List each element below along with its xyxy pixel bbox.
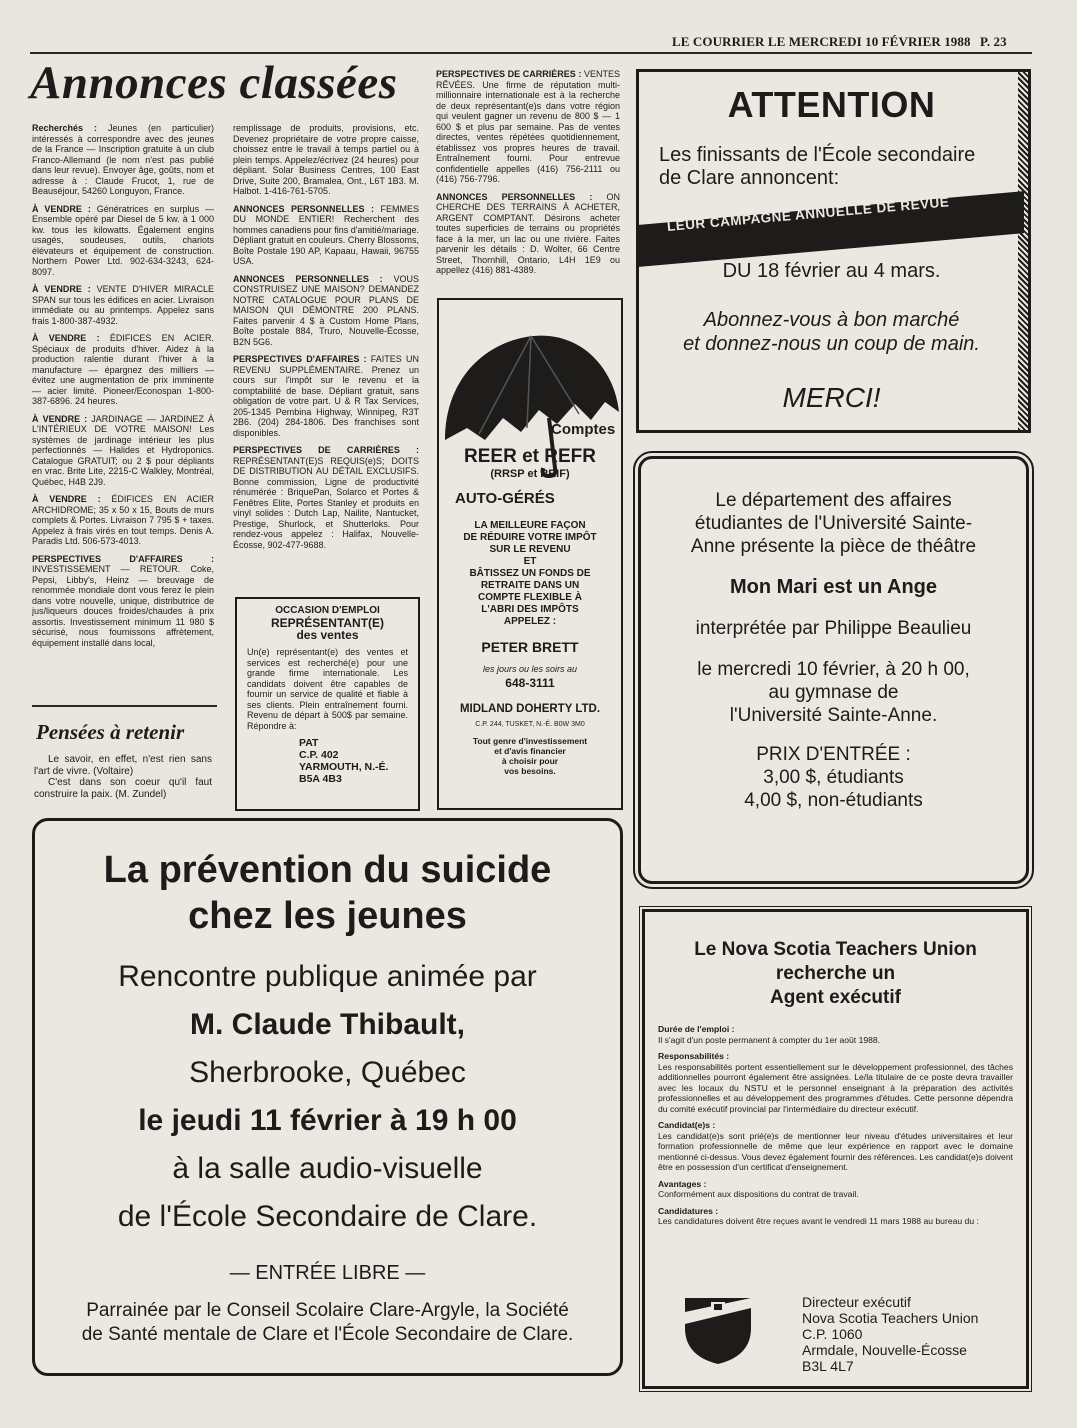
nstu-ad-box — [642, 909, 1029, 1389]
quote: C'est dans son coeur qu'il faut construire la paix. (M. Zundel) — [34, 777, 212, 800]
quote: Le savoir, en effet, n'est rien sans l'art de vivre. (Voltaire) — [34, 754, 212, 777]
header-rule — [30, 52, 1032, 54]
attention-merci: MERCI! — [782, 382, 881, 413]
suicide-content: La prévention du suicide chez les jeunes Rencontre publique animée par M. Claude Thibault, Sherbrooke, Québec le jeudi 11 février à 19 h 00 à la salle audio-visuelle de l'École Secondaire de Clare. — ENTRÉE LIBRE — Parrainée par le Conseil Scolaire Clare-Argyle, la Société de Santé mentale de Clare et l'École Secondaire de Clare. — [35, 821, 620, 1347]
reer-title: REER et REFR (RRSP et RRIF) — [464, 446, 596, 480]
reer-ad-box — [437, 298, 623, 810]
list-item: ANNONCES PERSONNELLES : VOUS CONSTRUISEZ UNE MAISON? DEMANDEZ NOTRE CATALOGUE POUR PLANS DE MAISON QUI DÉMONTRE 200 PLANS. Faites parvenir 4 $ à Custom Home Plans, Boîte postale 884, Truro, Nouvelle-Écosse, B2N 5G6. — [233, 273, 419, 347]
theatre-ad-box — [638, 456, 1029, 884]
page-number: P. 23 — [979, 34, 1007, 49]
attention-title: ATTENTION — [727, 84, 936, 125]
reer-pitch: LA MEILLEURE FAÇON DE RÉDUIRE VOTRE IMPÔT SUR LE REVENU ET BÂTISSEZ UN FONDS DE RETRAITE DANS UN COMPTE FLEXIBLE À L'ABRI DES IMPÔTS APPELEZ : — [463, 520, 597, 627]
speaker-name: M. Claude Thibault, — [190, 1008, 465, 1041]
reer-contact: PETER BRETT les jours ou les soirs au 648-3111 MIDLAND DOHERTY LTD. C.P. 244, TUSKET, N.-É. B0W 3M0 Tout genre d'investissement et d'avis financier à choisir pour vos besoins. — [459, 639, 601, 776]
list-item: À VENDRE : VENTE D'HIVER MIRACLE SPAN sur tous les édifices en acier. Livraison immédiate ou au printemps. Appelez sans frais 1-800-387-4932. — [32, 284, 214, 326]
job-ad-address: PAT C.P. 402 YARMOUTH, N.-É. B5A 4B3 — [299, 737, 389, 785]
nstu-section: Candidat(e)s : Les candidat(e)s sont prié(e)s de mentionner leur niveau d'études universitaires et leur formation professionnelle de même que leur expérience en rapport avec le domaine mentionné ci-dessus. Vous devez également fournir des références. Les candidat(e)s doivent être en possession d'un certificat d'enseignement. — [658, 1120, 1013, 1172]
section-title: Annonces classées — [30, 57, 398, 109]
job-ad-body: Un(e) représentant(e) des ventes et services est recherché(e) pour une grande firme internationale. Les candidats doivent être capables de fournir un service de qualité et fiable à ses clients. Plein entraînement fourni. Revenu de départ à 500$ par semaine. Répondre à: — [247, 647, 408, 731]
list-item: À VENDRE : ÉDIFICES EN ACIER. Spéciaux de produits d'hiver. Aidez à la production ralentie durant l'hiver à la manufacture — épargnez des milliers — évitez une augmentation de prix imminente — acier limité. Pioneer/Econospan 1-800-387-6896. 24 heures. — [32, 333, 214, 406]
classifieds-col2 — [233, 123, 419, 583]
nstu-section: Durée de l'emploi : Il s'agit d'un poste permanent à compter du 1er août 1988. — [658, 1024, 881, 1045]
newspaper-date: LE COURRIER LE MERCREDI 10 FÉVRIER 1988 — [672, 34, 971, 49]
job-ad-box — [235, 597, 420, 811]
attention-banner-text: LEUR CAMPAGNE ANNUELLE DE REVUE — [666, 194, 950, 234]
theatre-content: Le département des affaires étudiantes de l'Université Sainte- Anne présente la pièce de théâtre Mon Mari est un Ange interprétée par Philippe Beaulieu le mercredi 10 février, à 20 h 00, au gymnase de l'Université Sainte-Anne. PRIX D'ENTRÉE : 3,00 $, étudiants 4,00 $, non-étudiants — [641, 459, 1026, 812]
nstu-title: Le Nova Scotia Teachers Union recherche un Agent exécutif — [694, 939, 977, 1008]
pensees-rule — [32, 705, 217, 707]
list-item: ANNONCES PERSONNELLES : FEMMES DU MONDE ENTIER! Recherchent des hommes canadiens pour fins d'amitié/mariage. Dépliant gratuit en couleurs. Cherry Blossoms, Boîte Postale 190 AP, Kapaau, Hawaii, 96755 USA. — [233, 203, 419, 266]
list-item: ANNONCES PERSONNELLES : ON CHERCHE DES TERRAINS À ACHETER, ARGENT COMPTANT. Désirons acheter toutes superficies de terrains ou propriétés face à la mer, un lac ou une rivière. Faites parvenir les détails : D. Wolter, 66 Centre Street, Thornhill, Ontario, L4H 1E9 ou appellez (416) 881-4389. — [436, 191, 620, 275]
nstu-body — [658, 1024, 1013, 1227]
list-item: Recherchés : Jeunes (en particulier) intéressés à correspondre avec des jeunes de la France — Inscription gratuite à un club Franco-Allemand (le nom n'est pas publié dans leur revue). Envoyer âge, goûts, nom et adresse à : Claude Frucot, 1, rue de Beauséjour, 54260 Longuyon, France. — [32, 123, 214, 196]
list-item: remplissage de produits, provisions, etc. Devenez propriétaire de votre propre caisse, choissez entre le travail à temps partiel ou à plein temps. Appelez/écrivez (24 heures) pour dépliant. Solar Business Centres, 100 East Drive, Suite 200, Bramalea, Ont., L6T 1B3. M. Halbot. 1-416-761-5705. — [233, 123, 419, 196]
list-item: PERSPECTIVES D'AFFAIRES : INVESTISSEMENT — RETOUR. Coke, Pepsi, Libby's, Heinz — breuvage de renommée mondiale dont vous ferez le plein dans votre nouvelle, unique, distributrice de jus/liqueurs douces froides/chaudes à prix assortis. Investissement minimum 11 980 $ sécurisé, nous fournissons affrètement, équipement installé dans local, — [32, 553, 214, 648]
classifieds-col3 — [436, 69, 620, 289]
list-item: PERSPECTIVES DE CARRIÈRES : VENTES RÊVÉES. Une firme de réputation multi-millionnaire internationale est à la recherche de deux représentant(e)s dans votre région qui veulent gagner un revenu de 800 $ — 1 600 $ et plus par semaine. Pas de ventes directes, ventes répétées quotidiennement, établissez vos propres heures de travail. Entraînement fourni. Pour entrevue confidentielle appelles (416) 756-2111 ou (416) 756-7796. — [436, 69, 620, 184]
nstu-section: Avantages : Conformément aux dispositions du contrat de travail. — [658, 1178, 859, 1199]
list-item: PERSPECTIVES DE CARRIÈRES : REPRÉSENTANT(E)S REQUIS(e)S; DOITS DE DISTRIBUTION AU DÉTAIL EXCLUSIFS. Bonne commission, Ligne de productivité rénumérée : BriquePan, Solarco et Portes & Fenêtres Elite, Portes Stanley et produits en vinyl solides : Dutch Lap, Nailite, Nantucket, Prestige, Shurlock, et Shutterloks. Pour rendez-vous appelez : Halifax, Nouvelle-Écosse, 902-477-9688. — [233, 445, 419, 550]
attention-subscribe: Abonnez-vous à bon marché et donnez-nous un coup de main. — [683, 309, 980, 355]
nstu-shield-icon — [681, 1294, 755, 1366]
reer-auto: AUTO-GÉRÉS — [455, 490, 555, 507]
nstu-section: Responsabilités : Les responsabilités portent essentiellement sur le développement professionnel, des tâches additionnelles pourront également être assignées. Le/la titulaire de ce poste devra travailler avec les locaux du NSTU et le personnel enseignant à la préparation des activités professionnelles et au développement des programmes d'études. Cette personne dépendra du comité exécutif provincial par l'intermédiaire du directeur exécutif. — [658, 1051, 1013, 1114]
suicide-ad-box — [32, 818, 623, 1376]
attention-ad-box — [636, 69, 1031, 433]
attention-dates: DU 18 février au 4 mars. — [722, 260, 941, 282]
list-item: PERSPECTIVES D'AFFAIRES : FAITES UN REVENU SUPPLÉMENTAIRE. Prenez un cours sur l'impôt sur le revenu et la comptabilité de base. Dépliant gratuit, sans obligation de votre part. U & R Tax Services, 205-1345 Pembina Highway, Winnipeg, R3T 2B6. (204) 284-1806. Des franchises sont disponibles. — [233, 354, 419, 438]
pensees-title: Pensées à retenir — [36, 720, 185, 744]
attention-intro: Les finissants de l'École secondaire de Clare annoncent: — [659, 144, 976, 189]
classifieds-col1 — [32, 123, 214, 693]
job-ad-title: OCCASION D'EMPLOI REPRÉSENTANT(E) des ventes — [270, 605, 385, 642]
list-item: À VENDRE : Génératrices en surplus — Ensemble opéré par Diesel de 5 kw. à 1 000 kw. tous les kilowatts. Également engins usagés, soudeuses, outils, chariots élévateurs et équipement de construction. Northern Power Ltd. 902-634-3243, 624-8097. — [32, 203, 214, 277]
nstu-address: Directeur exécutif Nova Scotia Teachers Union C.P. 1060 Armdale, Nouvelle-Écosse B3L 4L7 — [802, 1294, 979, 1374]
nstu-section: Candidatures : Les candidatures doivent être reçues avant le vendredi 11 mars 1988 au bureau du : — [658, 1205, 979, 1226]
reer-comptes: Comptes — [551, 421, 616, 438]
list-item: À VENDRE : ÉDIFICES EN ACIER ARCHIDROME; 35 x 50 x 15, Bouts de murs complets & Portes. Livraison 7 795 $ + taxes. Appelez à frais virés en tout temps. Denis A. Paradis Ltd. 506-573-4013. — [32, 494, 214, 546]
pensees-quotes — [34, 754, 212, 800]
play-title: Mon Mari est un Ange — [729, 576, 938, 598]
list-item: À VENDRE : JARDINAGE — JARDINEZ À L'INTÉRIEUX DE VOTRE MAISON! Les systèmes de jardinage intérieur les plus perfectionnés — Halides et Hydroponics. Catalogue GRATUIT; ou 2 $ pour dépliants en vrac. Brite Lite, 2215-C Walkley, Montréal, Québec, H4B 2J9. — [32, 413, 214, 487]
page-header — [672, 34, 1007, 50]
